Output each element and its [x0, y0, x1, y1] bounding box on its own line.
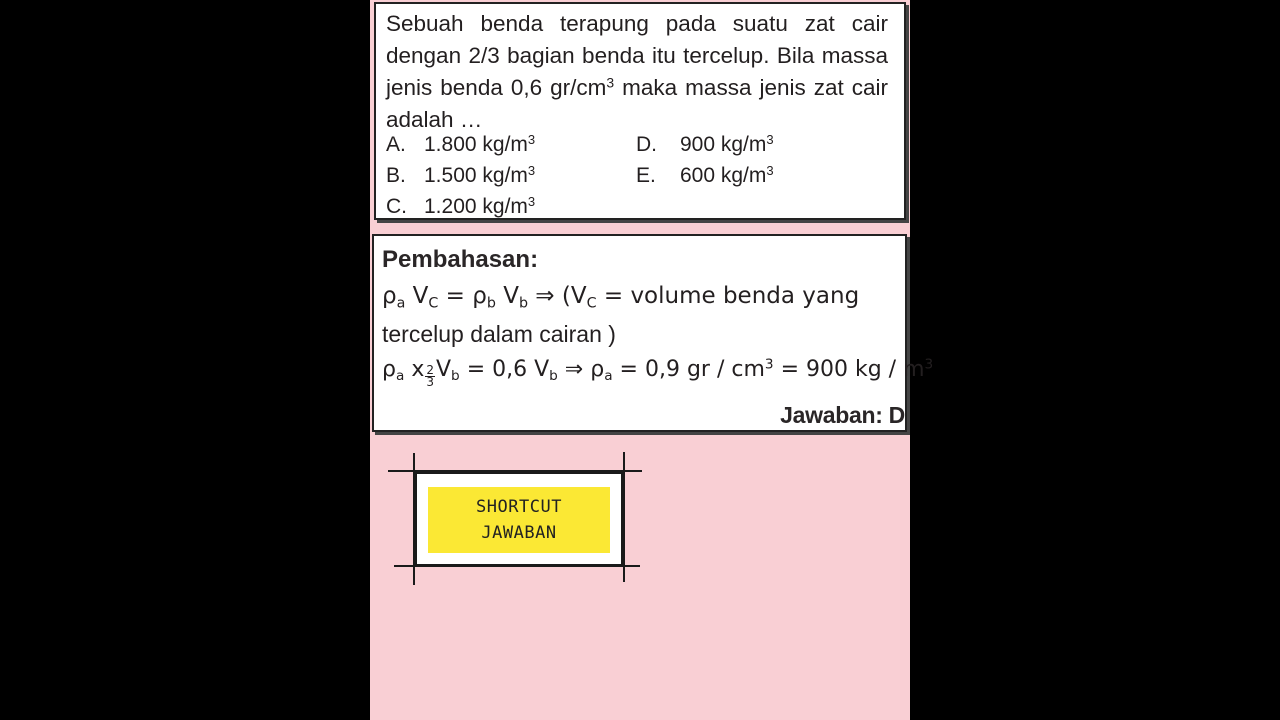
question-text: Sebuah benda terapung pada suatu zat cair dengan 2/3 bagian benda itu tercelup. Bila massa jenis benda 0,6 $gr/cm^3$ maka massa jenis zat cair adalah …: [386, 11, 889, 132]
equation-line-1: $\rho_a$ $V_C = \rho_b$ $V_b$ ⇒ ($V_C$ = volume benda yang: [382, 283, 860, 312]
option-a: A. 1.800 $kg/m^3$: [386, 131, 536, 156]
solution-title: Pembahasan:: [382, 246, 539, 273]
question-box: [374, 2, 906, 220]
shortcut-label-2: JAWABAN: [481, 523, 557, 543]
option-e: E. 600 $kg/m^3$: [636, 162, 774, 187]
option-b: B. 1.500 $kg/m^3$: [386, 162, 536, 187]
answer-label: Jawaban: D: [780, 402, 905, 428]
fraction-two-thirds: $\frac{2}{3}$: [426, 363, 434, 390]
shortcut-answer-badge[interactable]: [428, 487, 610, 553]
equation-line-2: tercelup dalam cairan ): [382, 321, 616, 347]
solution-box: [372, 234, 934, 432]
equation-line-3: $\rho_a$ x $\frac{2}{3}$ $V_b = 0,6$ $V_b$ ⇒ $\rho_a = 0,9$ gr / $cm^3 = 900$ kg / $m^3$: [382, 356, 934, 390]
option-d: D. 900 $kg/m^3$: [636, 131, 774, 156]
shortcut-label-1: SHORTCUT: [476, 497, 562, 517]
option-c: C. 1.200 $kg/m^3$: [386, 193, 536, 218]
